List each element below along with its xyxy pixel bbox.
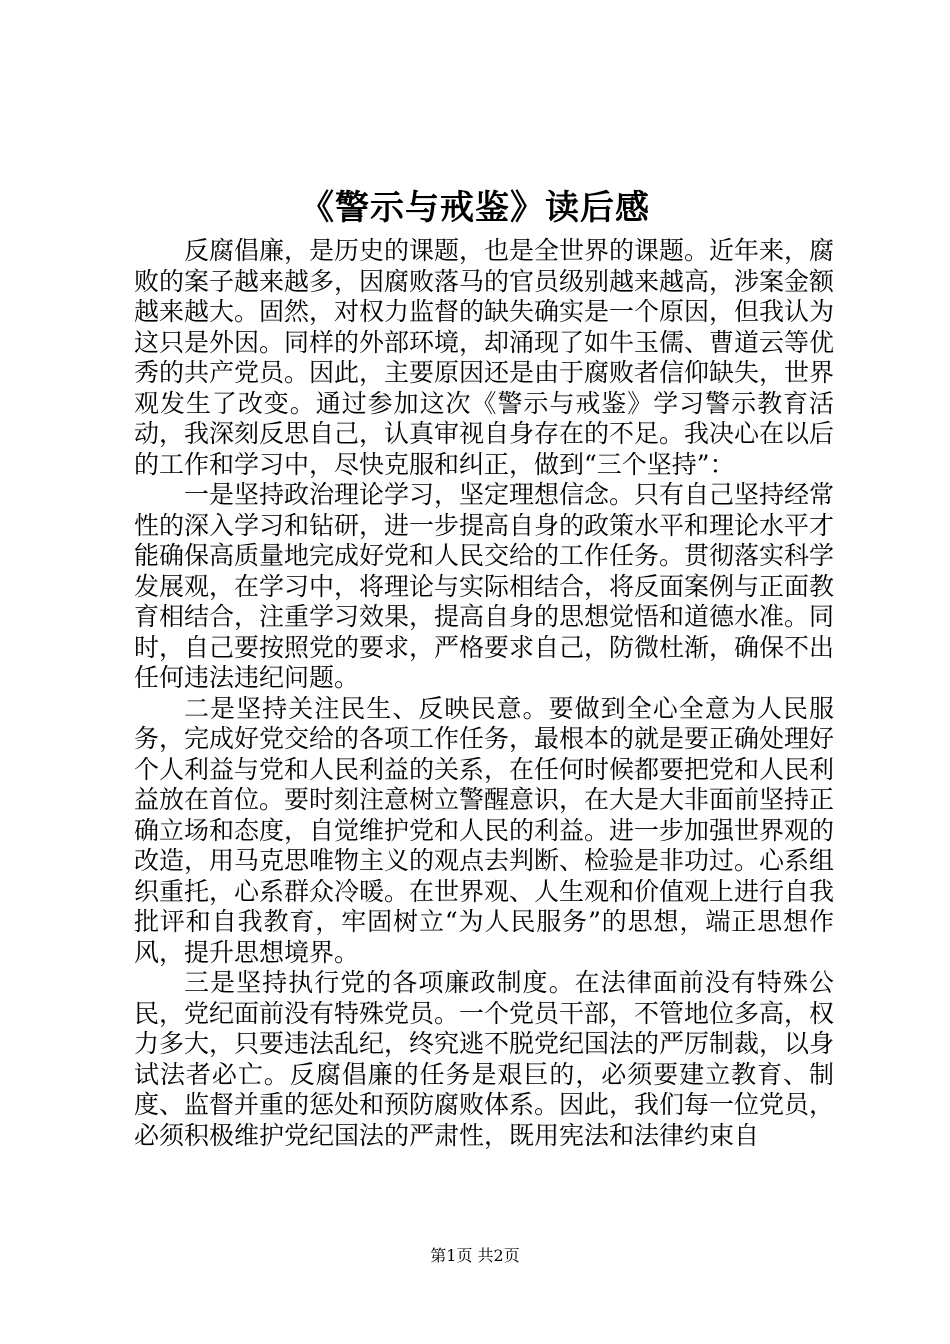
document-title: 《警示与戒鉴》读后感 — [300, 188, 650, 228]
paragraph-intro: 反腐倡廉，是历史的课题，也是全世界的课题。近年来，腐败的案子越来越多，因腐败落马的官员级别越来越高，涉案金额越来越大。固然，对权力监督的缺失确实是一个原因，但我认为这只是外因。同样的外部环境，却涌现了如牛玉儒、曹道云等优秀的共产党员。因此，主要原因还是由于腐败者信仰缺失，世界观发生了改变。通过参加这次《警示与戒鉴》学习警示教育活动，我深刻反思自己，认真审视自身存在的不足。我决心在以后的工作和学习中，尽快克服和纠正，做到“三个坚持”： — [134, 236, 835, 479]
paragraph-point-two: 二是坚持关注民生、反映民意。要做到全心全意为人民服务，完成好党交给的各项工作任务，最根本的就是要正确处理好个人利益与党和人民利益的关系，在任何时候都要把党和人民利益放在首位。要时刻注意树立警醒意识，在大是大非面前坚持正确立场和态度，自觉维护党和人民的利益。进一步加强世界观的改造，用马克思唯物主义的观点去判断、检验是非功过。心系组织重托，心系群众冷暖。在世界观、人生观和价值观上进行自我批评和自我教育，牢固树立“为人民服务”的思想，端正思想作风，提升思想境界。 — [134, 693, 835, 967]
page-number-footer: 第1页 共2页 — [430, 1246, 520, 1265]
paragraph-point-one: 一是坚持政治理论学习，坚定理想信念。只有自己坚持经常性的深入学习和钻研，进一步提高自身的政策水平和理论水平才能确保高质量地完成好党和人民交给的工作任务。贯彻落实科学发展观，在学习中，将理论与实际相结合，将反面案例与正面教育相结合，注重学习效果，提高自身的思想觉悟和道德水准。同时，自己要按照党的要求，严格要求自己，防微杜渐，确保不出任何违法违纪问题。 — [134, 480, 835, 692]
document-body — [134, 236, 834, 1151]
paragraph-point-three: 三是坚持执行党的各项廉政制度。在法律面前没有特殊公民，党纪面前没有特殊党员。一个党员干部，不管地位多高，权力多大，只要违法乱纪，终究逃不脱党纪国法的严厉制裁，以身试法者必亡。反腐倡廉的任务是艰巨的，必须要建立教育、制度、监督并重的惩处和预防腐败体系。因此，我们每一位党员，必须积极维护党纪国法的严肃性，既用宪法和法律约束自 — [134, 968, 835, 1150]
